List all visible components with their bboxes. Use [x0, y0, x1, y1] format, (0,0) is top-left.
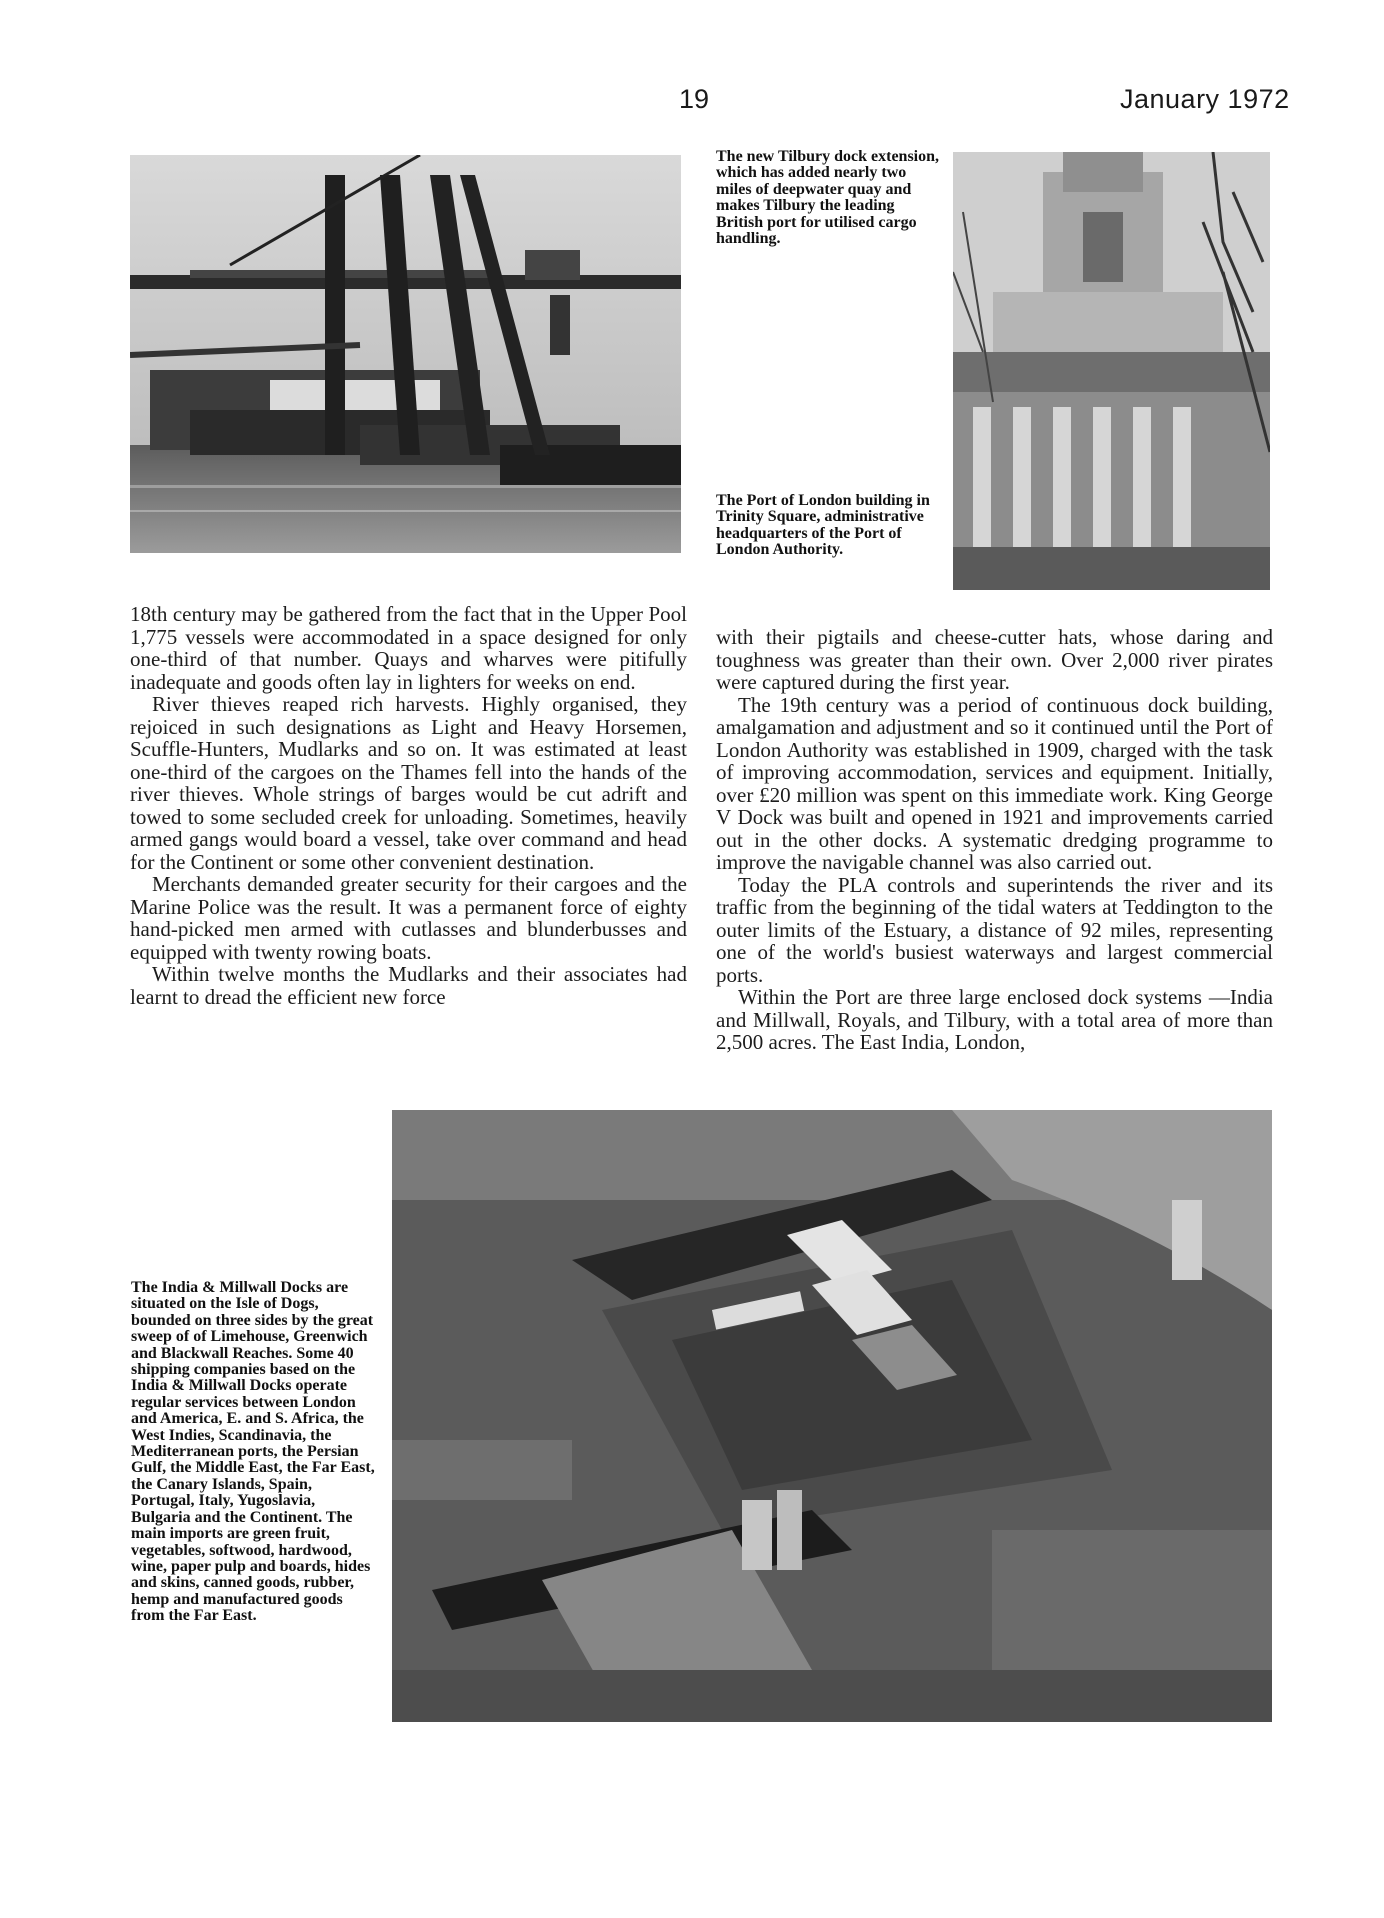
paragraph: Merchants demanded greater security for their cargoes and the Marine Police was the result. It was a permanent force of eighty hand-picked men armed with cutlasses and blunderbusses and equipped with twenty rowing boats. [130, 872, 687, 964]
paragraph: with their pigtails and cheese-cutter hats, whose daring and toughness was greater than their own. Over 2,000 river pirates were captured during the first year. [716, 625, 1273, 694]
paragraph: River thieves reaped rich harvests. Highly organised, they rejoiced in such designations as Light and Heavy Horsemen, Scuffle-Hunters, Mudlarks and so on. It was estimated at least one-third of the cargoes on the Thames fell into the hands of the river thieves. Whole strings of barges would be cut adrift and towed to some secluded creek for unloading. Sometimes, heavily armed gangs would board a vessel, take over command and head for the Continent or some other convenient destination. [130, 692, 687, 874]
india-millwall-caption: The India & Millwall Docks are situated on the Isle of Dogs, bounded on three sides by the great sweep of of Limehouse, Greenwich and Blackwall Reaches. Some 40 shipping companies based on the India & Millwall Docks operate regular services between London and America, E. and S. Africa, the West Indies, Scandinavia, the Mediterranean ports, the Persian Gulf, the Middle East, the Far East, the Canary Islands, Spain, Portugal, Italy, Yugoslavia, Bulgaria and the Continent. The main imports are green fruit, vegetables, softwood, hardwood, wine, paper pulp and boards, hides and skins, canned goods, rubber, hemp and manufactured goods from the Far East. [131, 1279, 375, 1625]
pla-building-caption: The Port of London building in Trinity Square, administrative headquarters of the Port of London Authority. [716, 492, 930, 559]
paragraph: 18th century may be gathered from the fact that in the Upper Pool 1,775 vessels were accommodated in a space designed for only one-third of that number. Quays and wharves were pitifully inadequate and goods often lay in lighters for weeks on end. [130, 602, 687, 694]
paragraph: Today the PLA controls and superintends the river and its traffic from the beginning of the tidal waters at Teddington to the outer limits of the Estuary, a distance of 92 miles, representing one of the world's busiest waterways and largest commercial ports. [716, 872, 1273, 987]
paragraph: The 19th century was a period of continuous dock building, amalgamation and adjustment and so it continued until the Port of London Authority was established in 1909, charged with the task of improving accommodation, services and equipment. Initially, over £20 million was spent on this immediate work. King George V Dock was built and opened in 1921 and improvements carried out in the other docks. A systematic dredging programme to improve the navigable channel was also carried out. [716, 692, 1273, 874]
paragraph: Within the Port are three large enclosed dock systems —India and Millwall, Royals, and Tilbury, with a total area of more than 2,500 acres. The East India, London, [716, 985, 1273, 1054]
paragraph: Within twelve months the Mudlarks and their associates had learnt to dread the efficient new force [130, 962, 687, 1009]
issue-date: January 1972 [1120, 84, 1290, 114]
india-millwall-docks-aerial-photo [392, 1110, 1272, 1722]
pla-building-photo [953, 152, 1270, 590]
page-number: 19 [679, 84, 710, 114]
body-text-right-column [716, 626, 1273, 1054]
tilbury-caption: The new Tilbury dock extension, which has added nearly two miles of deepwater quay and makes Tilbury the leading British port for utilised cargo handling. [716, 148, 940, 248]
body-text-left-column [130, 603, 687, 1008]
tilbury-crane-photo [130, 155, 681, 553]
